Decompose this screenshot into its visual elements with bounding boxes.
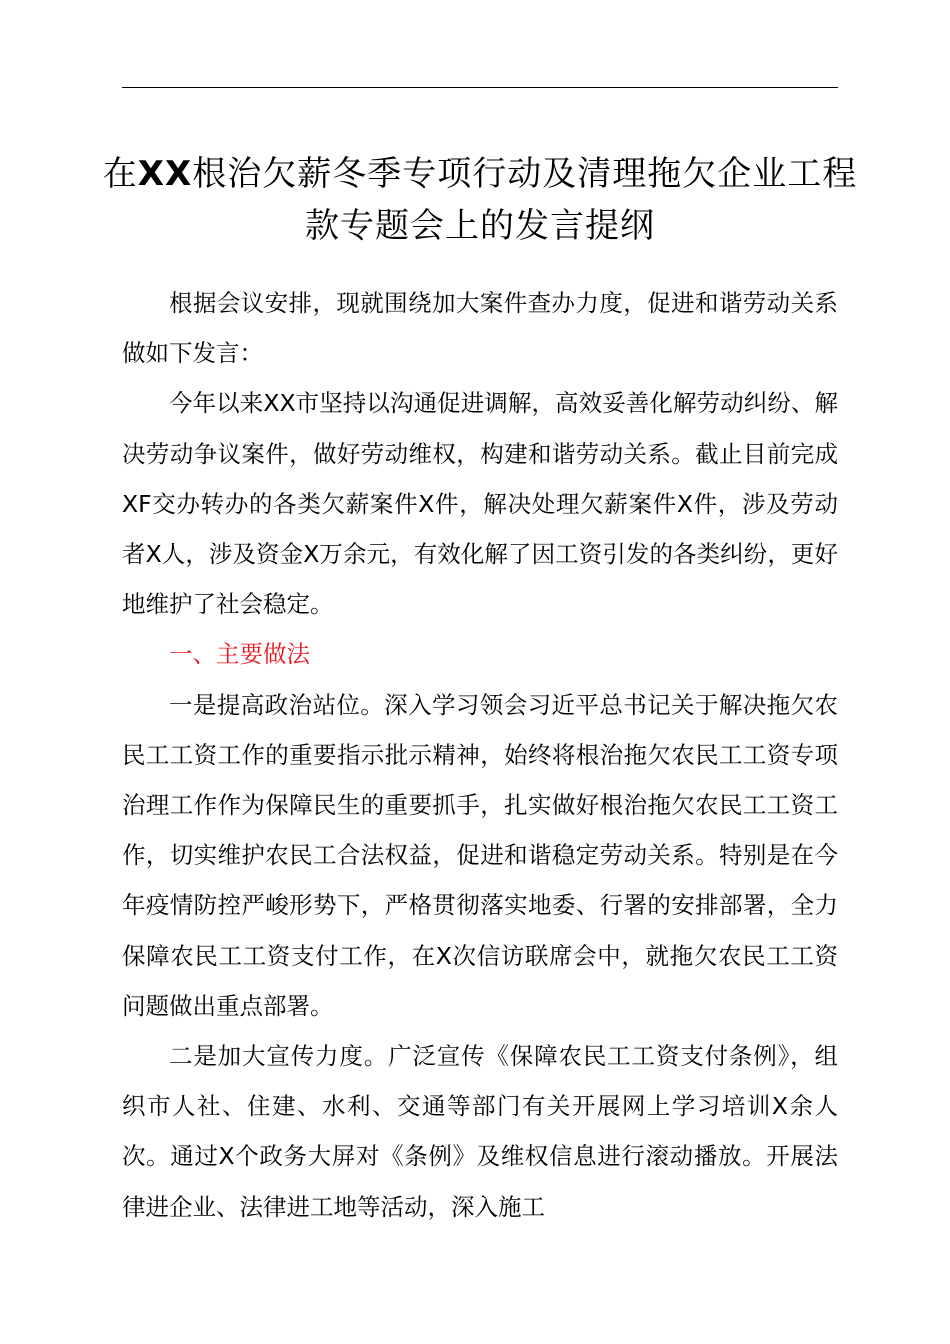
paragraph-point-1: 一是提高政治站位。深入学习领会习近平总书记关于解决拖欠农民工工资工作的重要指示批示精神，始终将根治拖欠农民工工资专项治理工作作为保障民生的重要抓手，扎实做好根治拖欠农民工工资工作，切实维护农民工合法权益，促进和谐稳定劳动关系。特别是在今年疫情防控严峻形势下，严格贯彻落实地委、行署的安排部署，全力保障农民工工资支付工作，在X次信访联席会中，就拖欠农民工工资问题做出重点部署。 bbox=[122, 690, 838, 1020]
title-bold: XX bbox=[137, 154, 193, 194]
title-prefix: 在 bbox=[102, 154, 138, 194]
document-body bbox=[122, 278, 838, 1232]
document-title bbox=[100, 148, 860, 252]
title-rest: 根治欠薪冬季专项行动及清理拖欠企业工程款专题会上的发言提纲 bbox=[192, 154, 858, 246]
paragraph-summary: 今年以来XX市坚持以沟通促进调解，高效妥善化解劳动纠纷、解决劳动争议案件，做好劳动维权，构建和谐劳动关系。截止目前完成XF交办转办的各类欠薪案件X件，解决处理欠薪案件X件，涉及劳动者X人，涉及资金X万余元，有效化解了因工资引发的各类纠纷，更好地维护了社会稳定。 bbox=[122, 389, 838, 619]
header-rule bbox=[122, 87, 838, 88]
section-heading: 一、主要做法 bbox=[169, 640, 310, 669]
paragraph-point-2: 二是加大宣传力度。广泛宣传《保障农民工工资支付条例》，组织市人社、住建、水利、交通等部门有关开展网上学习培训X余人次。通过X个政务大屏对《条例》及维权信息进行滚动播放。开展法律进企业、法律进工地等活动，深入施工 bbox=[122, 1042, 838, 1221]
paragraph-intro: 根据会议安排，现就围绕加大案件查办力度，促进和谐劳动关系做如下发言： bbox=[122, 289, 838, 368]
